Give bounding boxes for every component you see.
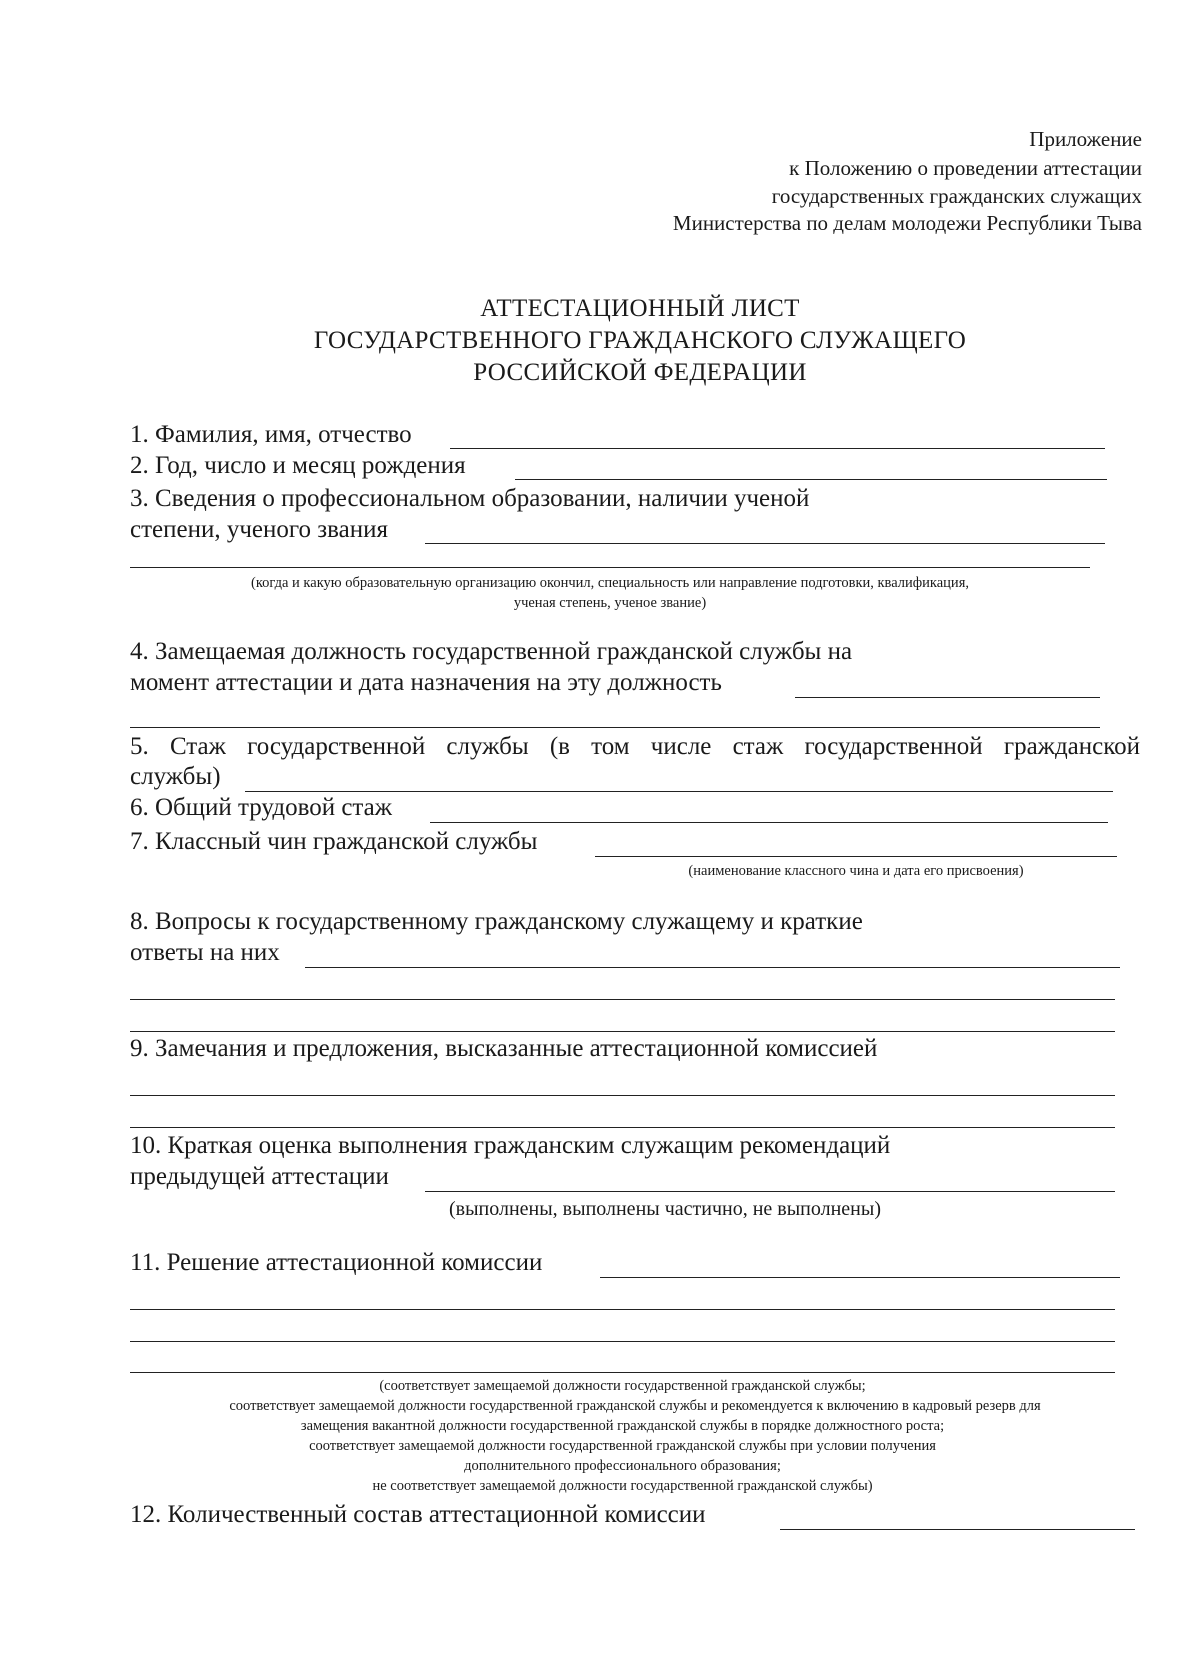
- item-2-label: 2. Год, число и месяц рождения: [130, 452, 466, 479]
- item-1-label: 1. Фамилия, имя, отчество: [130, 421, 412, 448]
- item-10-field[interactable]: [425, 1191, 1115, 1192]
- item-6-label: 6. Общий трудовой стаж: [130, 794, 393, 821]
- item-11-hint-line-1: (соответствует замещаемой должности государственной гражданской службы;: [379, 1378, 866, 1394]
- item-11-hint-line-5: дополнительного профессионального образования;: [464, 1458, 781, 1474]
- item-3-hint-line-1: (когда и какую образовательную организацию окончил, специальность или направление подготовки, квалификация,: [251, 575, 969, 591]
- item-10-hint: (выполнены, выполнены частично, не выполнены): [449, 1198, 881, 1220]
- item-3-field-line-2[interactable]: [130, 567, 1090, 568]
- item-5-label-line-1: 5. Стаж государственной службы (в том числе стаж государственной гражданской: [130, 733, 1140, 760]
- item-3-field[interactable]: [425, 543, 1105, 544]
- item-4-label-line-2: момент аттестации и дата назначения на эту должность: [130, 669, 722, 696]
- item-4-field-line-2[interactable]: [130, 727, 1100, 728]
- item-10-label-line-1: 10. Краткая оценка выполнения гражданским служащим рекомендаций: [130, 1132, 891, 1159]
- item-9-field-line-1[interactable]: [130, 1095, 1115, 1096]
- item-8-field[interactable]: [305, 967, 1120, 968]
- item-11-field-line-2[interactable]: [130, 1309, 1115, 1310]
- item-11-field-line-4[interactable]: [130, 1372, 1115, 1373]
- item-7-hint: (наименование классного чина и дата его присвоения): [688, 863, 1024, 879]
- document-title-line-3: РОССИЙСКОЙ ФЕДЕРАЦИИ: [473, 359, 807, 386]
- item-12-field[interactable]: [780, 1529, 1135, 1530]
- item-11-hint-line-4: соответствует замещаемой должности государственной гражданской службы при условии получения: [309, 1438, 936, 1454]
- item-11-hint-line-6: не соответствует замещаемой должности государственной гражданской службы): [372, 1478, 873, 1494]
- appendix-header-line-4: Министерства по делам молодежи Республики Тыва: [672, 211, 1142, 235]
- item-8-field-line-3[interactable]: [130, 1031, 1115, 1032]
- item-11-hint-line-3: замещения вакантной должности государственной гражданской службы в порядке должностного роста;: [300, 1418, 945, 1434]
- item-7-field[interactable]: [595, 856, 1117, 857]
- document-title-line-1: АТТЕСТАЦИОННЫЙ ЛИСТ: [480, 295, 800, 322]
- appendix-header-line-3: государственных гражданских служащих: [771, 184, 1142, 208]
- item-8-field-line-2[interactable]: [130, 999, 1115, 1000]
- item-11-field[interactable]: [600, 1277, 1120, 1278]
- item-11-field-line-3[interactable]: [130, 1341, 1115, 1342]
- document-title-line-2: ГОСУДАРСТВЕННОГО ГРАЖДАНСКОГО СЛУЖАЩЕГО: [313, 327, 967, 354]
- item-8-label-line-2: ответы на них: [130, 939, 280, 966]
- appendix-header-line-1: Приложение: [1029, 127, 1142, 151]
- item-9-label: 9. Замечания и предложения, высказанные аттестационной комиссией: [130, 1035, 878, 1062]
- item-10-label-line-2: предыдущей аттестации: [130, 1163, 389, 1190]
- item-12-label: 12. Количественный состав аттестационной комиссии: [130, 1501, 706, 1528]
- item-7-label: 7. Классный чин гражданской службы: [130, 828, 538, 855]
- item-4-field[interactable]: [795, 697, 1100, 698]
- item-4-label-line-1: 4. Замещаемая должность государственной гражданской службы на: [130, 638, 853, 665]
- item-9-field-line-2[interactable]: [130, 1127, 1115, 1128]
- item-11-label: 11. Решение аттестационной комиссии: [130, 1249, 543, 1276]
- item-3-label-line-1: 3. Сведения о профессиональном образовании, наличии ученой: [130, 485, 810, 512]
- item-3-label-line-2: степени, ученого звания: [130, 516, 388, 543]
- appendix-header-line-2: к Положению о проведении аттестации: [789, 156, 1142, 180]
- item-5-label-line-2: службы): [130, 763, 221, 790]
- item-1-field[interactable]: [450, 448, 1105, 449]
- item-6-field[interactable]: [430, 822, 1108, 823]
- item-2-field[interactable]: [515, 479, 1107, 480]
- item-5-field[interactable]: [245, 791, 1113, 792]
- item-3-hint-line-2: ученая степень, ученое звание): [513, 595, 707, 611]
- item-8-label-line-1: 8. Вопросы к государственному гражданскому служащему и краткие: [130, 908, 863, 935]
- item-11-hint-line-2: соответствует замещаемой должности государственной гражданской службы и рекомендуется к включению в кадровый резерв для: [229, 1398, 1041, 1414]
